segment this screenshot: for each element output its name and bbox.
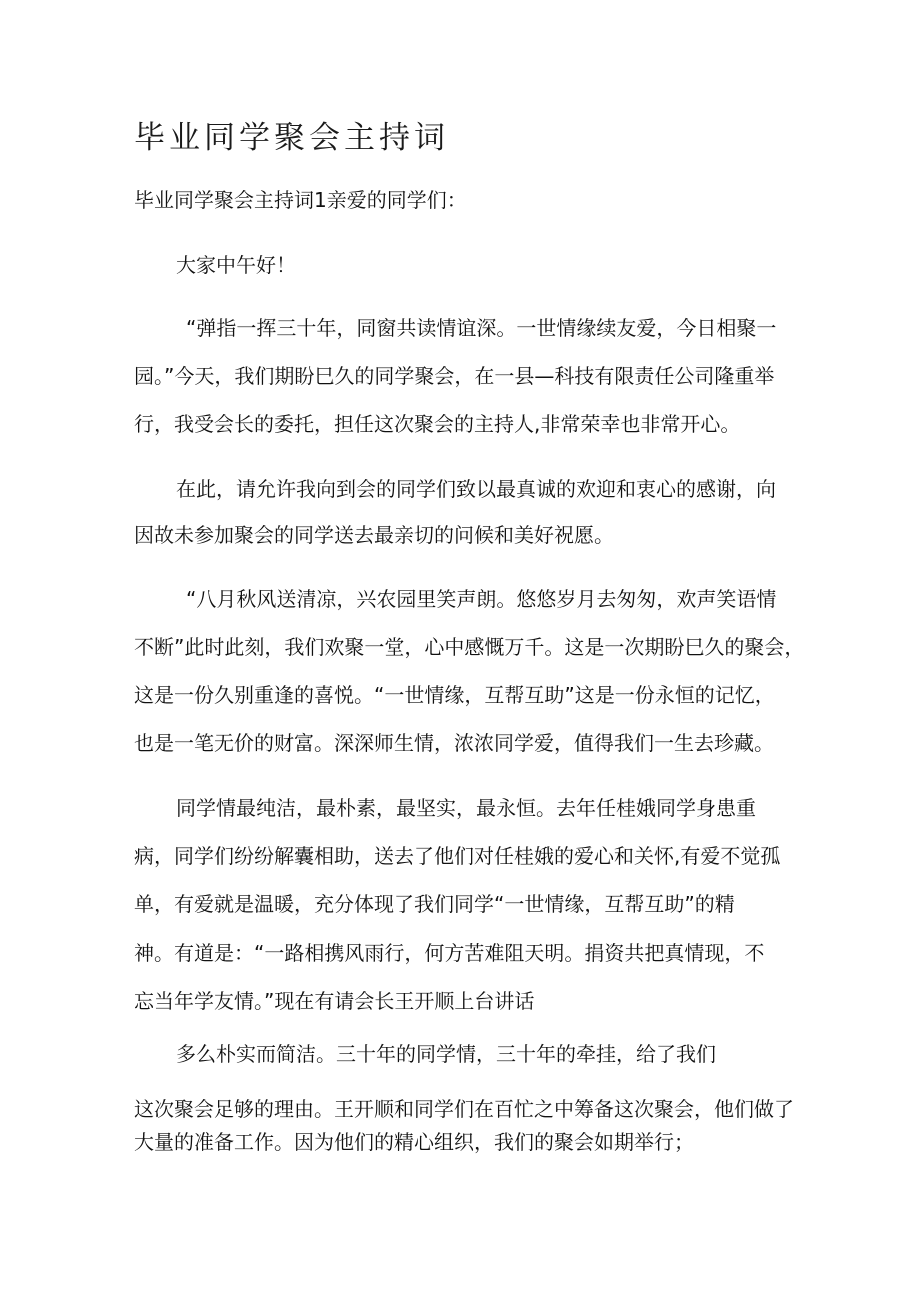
text-line: 病，同学们纷纷解囊相助，送去了他们对任桂娥的爱心和关怀,有爱不觉孤 — [134, 844, 781, 868]
text-line: 多么朴实而简洁。三十年的同学情，三十年的牵挂，给了我们 — [176, 1042, 716, 1066]
text-line: 大家中午好！ — [176, 253, 296, 277]
text-line: 这是一份久别重逢的喜悦。“一世情缘，互帮互助”这是一份永恒的记忆， — [134, 683, 775, 707]
text-line: 同学情最纯洁，最朴素，最坚实，最永恒。去年任桂娥同学身患重 — [176, 796, 756, 820]
text-line: “八月秋风送清凉，兴农园里笑声朗。悠悠岁月去匆匆，欢声笑语情 — [186, 587, 777, 611]
text-line: 也是一笔无价的财富。深深师生情，浓浓同学爱，值得我们一生去珍藏。 — [134, 731, 774, 755]
text-line: 在此，请允许我向到会的同学们致以最真诚的欢迎和衷心的感谢，向 — [176, 477, 776, 501]
text-line: 因故未参加聚会的同学送去最亲切的问候和美好祝愿。 — [134, 523, 614, 547]
text-line: 行，我受会长的委托，担任这次聚会的主持人,非常荣幸也非常开心。 — [134, 412, 741, 436]
text-line: 大量的准备工作。因为他们的精心组织，我们的聚会如期举行； — [134, 1130, 694, 1154]
text-line: 神。有道是：“一路相携风雨行，何方苦难阻天明。捐资共把真情现，不 — [134, 941, 765, 965]
text-line: 单，有爱就是温暖，充分体现了我们同学“一世情缘，互帮互助”的精 — [134, 892, 735, 916]
document-title: 毕业同学聚会主持词 — [134, 120, 449, 156]
text-line: 园。”今天，我们期盼巳久的同学聚会，在一县—科技有限责任公司隆重举 — [134, 364, 775, 388]
text-line: 这次聚会足够的理由。王开顺和同学们在百忙之中筹备这次聚会，他们做了 — [134, 1097, 794, 1121]
text-line: “弹指一挥三十年，同窗共读情谊深。一世情缘续友爱，今日相聚一 — [186, 316, 777, 340]
text-line: 忘当年学友情。”现在有请会长王开顺上台讲话 — [134, 989, 535, 1013]
text-line: 毕业同学聚会主持词1亲爱的同学们： — [134, 188, 467, 212]
text-line: 不断”此时此刻，我们欢聚一堂，心中感慨万千。这是一次期盼巳久的聚会， — [134, 635, 805, 659]
